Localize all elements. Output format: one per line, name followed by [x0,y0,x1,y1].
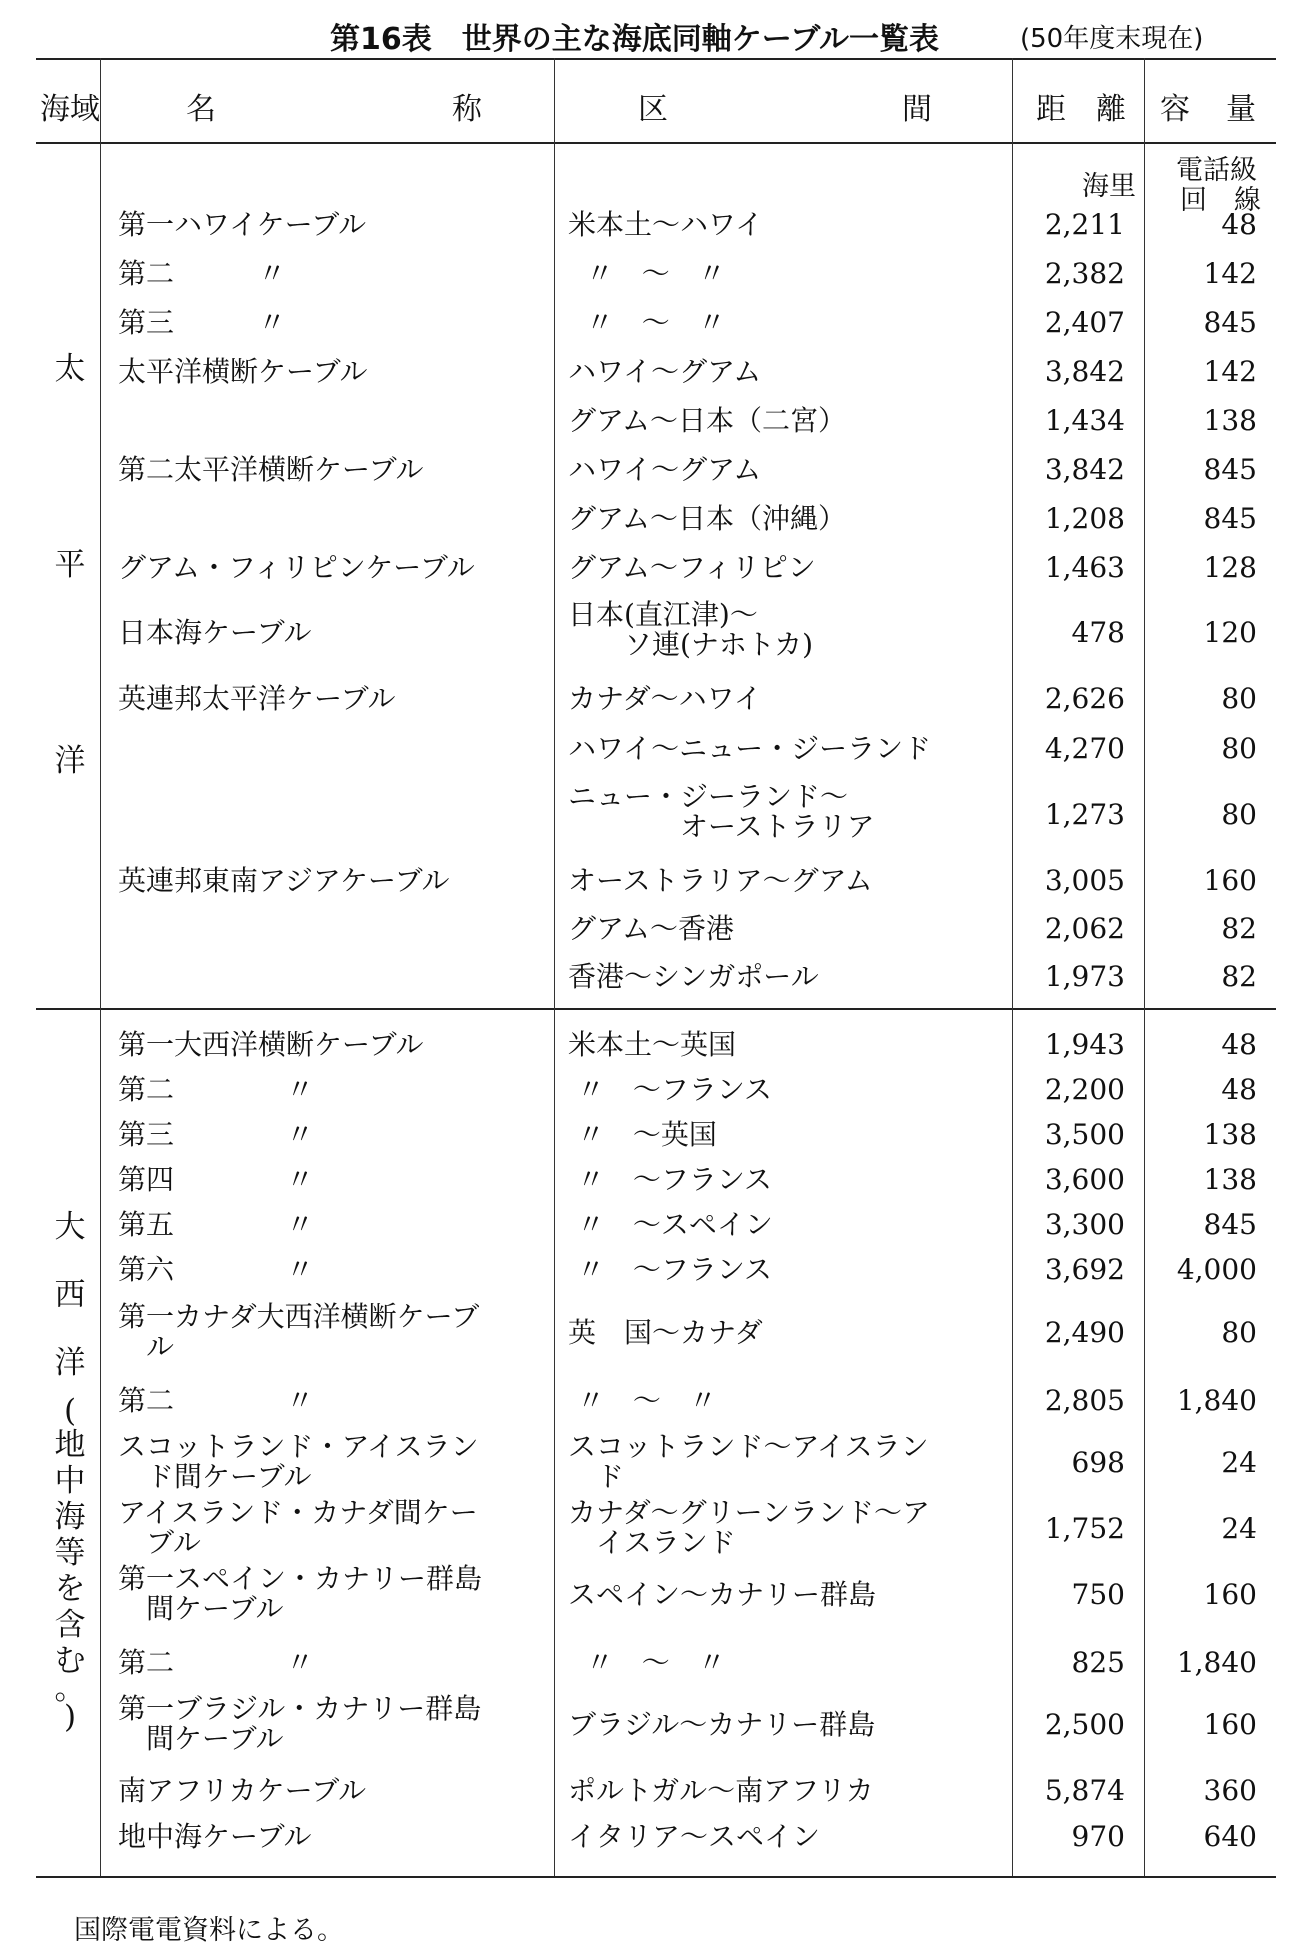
cable-distance: 3,842 [1044,453,1125,486]
cable-capacity: 142 [1203,355,1257,388]
cable-section: カナダ～グリーンランド～ア イスランド [568,1496,931,1559]
cable-section: ハワイ～グアム [568,453,762,486]
cable-capacity: 138 [1203,1118,1257,1151]
table-row [0,1210,1301,1256]
cable-section: 米本土～英国 [568,1028,737,1061]
distance-unit: 海里 [1082,171,1136,202]
cable-distance: 4,270 [1044,732,1125,765]
cable-section: 〃 ～ 〃 [568,1384,717,1417]
table-title: 第16表 世界の主な海底同軸ケーブル一覧表 [330,22,940,57]
cable-distance: 1,434 [1044,404,1125,437]
cable-name: 第四 〃 [118,1163,315,1196]
top-rule [36,58,1276,60]
capacity-unit-2: 回 線 [1180,185,1261,216]
cable-name: 第一ブラジル・カナリー群島 間ケーブル [118,1692,482,1755]
cable-capacity: 82 [1221,960,1257,993]
table-row [0,308,1301,354]
table-row [0,1165,1301,1211]
cable-distance: 698 [1071,1446,1125,1479]
cable-name: 第一大西洋横断ケーブル [118,1028,424,1061]
bottom-rule [36,1876,1276,1878]
cable-distance: 2,062 [1044,912,1125,945]
region-atlantic-char: 洋 [54,1345,86,1381]
cable-distance: 3,005 [1044,864,1125,897]
cable-section: 〃 ～ 〃 [568,1646,726,1679]
region-atlantic-char: 海 [54,1499,86,1535]
table-row [0,357,1301,403]
cable-name: スコットランド・アイスラン ド間ケーブル [118,1430,479,1493]
table-row [0,1498,1301,1562]
table-row [0,600,1301,666]
cable-capacity: 138 [1203,1163,1257,1196]
region-atlantic-char: ( [63,1393,77,1429]
cable-name: 第二太平洋横断ケーブル [118,453,424,486]
cable-section: ポルトガル～南アフリカ [568,1774,874,1807]
region-atlantic-char: 含 [54,1607,86,1643]
cable-capacity: 360 [1203,1774,1257,1807]
region-atlantic-char: 大 [54,1209,86,1245]
cable-section: 〃 ～ 〃 [568,257,726,290]
table-row [0,866,1301,912]
cable-distance: 970 [1071,1820,1125,1853]
table-row [0,1694,1301,1758]
cable-capacity: 82 [1221,912,1257,945]
cable-section: オーストラリア～グアム [568,864,873,897]
cable-capacity: 138 [1203,404,1257,437]
cable-distance: 1,752 [1044,1512,1125,1545]
header-distance-1: 距 [1036,92,1066,127]
cable-capacity: 160 [1203,1578,1257,1611]
cable-capacity: 120 [1203,616,1257,649]
region-atlantic-char: 中 [54,1463,86,1499]
cable-capacity: 4,000 [1176,1253,1257,1286]
table-row [0,1386,1301,1432]
cable-name: 南アフリカケーブル [118,1774,367,1807]
region-atlantic-char: ) [63,1699,77,1735]
table-row [0,1075,1301,1121]
header-section-1: 区 [638,92,668,127]
region-atlantic-char: 。 [54,1671,86,1707]
region-atlantic-char: を [54,1571,86,1607]
header-capacity-1: 容 [1160,92,1190,127]
cable-name: 第三 〃 [118,1118,315,1151]
table-row [0,782,1301,848]
cable-capacity: 1,840 [1176,1646,1257,1679]
cable-section: グアム～香港 [568,912,735,945]
cable-distance: 1,973 [1044,960,1125,993]
cable-section: スコットランド～アイスラン ド [568,1430,929,1493]
cable-capacity: 845 [1203,453,1257,486]
region-atlantic-char: 西 [54,1277,86,1313]
cable-name: 第二 〃 [118,1073,315,1106]
cable-name: 第三 〃 [118,306,287,339]
cable-distance: 825 [1071,1646,1125,1679]
table-row [0,504,1301,550]
cable-distance: 1,943 [1044,1028,1125,1061]
capacity-unit-1: 電話級 [1176,155,1257,186]
table-row [0,962,1301,1008]
cable-name: 英連邦太平洋ケーブル [118,682,396,715]
cable-capacity: 845 [1203,502,1257,535]
cable-capacity: 1,840 [1176,1384,1257,1417]
cable-section: カナダ～ハワイ [568,682,762,715]
cable-distance: 2,805 [1044,1384,1125,1417]
cable-distance: 2,407 [1044,306,1125,339]
table-row [0,1030,1301,1076]
table-row [0,684,1301,730]
region-atlantic-char: 等 [54,1535,86,1571]
cable-distance: 3,300 [1044,1208,1125,1241]
cable-section: グアム～日本（二宮） [568,404,847,437]
cable-capacity: 640 [1203,1820,1257,1853]
cable-capacity: 80 [1221,798,1257,831]
cable-name: 第二 〃 [118,257,287,290]
table-row [0,553,1301,599]
cable-capacity: 160 [1203,864,1257,897]
header-name-1: 名 [186,92,216,127]
cable-name: 英連邦東南アジアケーブル [118,864,450,897]
cable-distance: 3,842 [1044,355,1125,388]
cable-distance: 3,600 [1044,1163,1125,1196]
cable-distance: 2,490 [1044,1316,1125,1349]
cable-capacity: 845 [1203,306,1257,339]
header-section-2: 間 [902,92,932,127]
cable-name: 第五 〃 [118,1208,315,1241]
cable-section: 〃 ～英国 [568,1118,717,1151]
cable-section: ハワイ～ニュー・ジーランド [568,732,932,765]
cable-capacity: 24 [1221,1512,1257,1545]
table-row [0,455,1301,501]
cable-distance: 3,692 [1044,1253,1125,1286]
header-name-2: 称 [452,92,482,127]
cable-distance: 2,626 [1044,682,1125,715]
cable-capacity: 128 [1203,551,1257,584]
cable-capacity: 845 [1203,1208,1257,1241]
cable-capacity: 48 [1221,1028,1257,1061]
cable-section: ハワイ～グアム [568,355,762,388]
cable-section: 米本土～ハワイ [568,208,764,241]
cable-distance: 1,208 [1044,502,1125,535]
source-footnote: 国際電電資料による。 [74,1915,344,1946]
cable-name: グアム・フィリピンケーブル [118,551,475,584]
cable-capacity: 24 [1221,1446,1257,1479]
cable-name: 第六 〃 [118,1253,315,1286]
cable-capacity: 142 [1203,257,1257,290]
region-pacific-char: 太 [54,351,86,387]
table-row [0,1120,1301,1166]
table-row [0,1302,1301,1368]
table-row [0,1822,1301,1868]
cable-name: 第一ハワイケーブル [118,208,367,241]
cable-section: イタリア～スペイン [568,1820,821,1853]
cable-distance: 5,874 [1044,1774,1125,1807]
cable-section: 〃 ～スペイン [568,1208,773,1241]
cable-capacity: 48 [1221,1073,1257,1106]
as-of-note: (50年度末現在) [1020,24,1204,54]
table-row [0,1432,1301,1496]
cable-distance: 1,273 [1044,798,1125,831]
cable-section: グアム～日本（沖縄） [568,502,847,535]
table-row [0,1648,1301,1694]
table-row [0,1564,1301,1628]
region-pacific-char: 洋 [54,743,86,779]
cable-name: 太平洋横断ケーブル [118,355,368,388]
cable-section: ニュー・ジーランド～ オーストラリア [568,780,875,843]
cable-capacity: 80 [1221,1316,1257,1349]
table-row [0,734,1301,780]
header-capacity-2: 量 [1226,92,1256,127]
cable-section: スペイン～カナリー群島 [568,1578,877,1611]
table-row [0,1776,1301,1822]
cable-name: 第二 〃 [118,1646,315,1679]
cable-capacity: 48 [1221,208,1257,241]
region-pacific-char: 平 [54,547,86,583]
cable-section: ブラジル～カナリー群島 [568,1708,876,1741]
cable-distance: 3,500 [1044,1118,1125,1151]
table-row [0,914,1301,960]
table-row [0,259,1301,305]
cable-name: アイスランド・カナダ間ケー ブル [118,1496,478,1559]
cable-section: 日本(直江津)～ ソ連(ナホトカ) [568,598,814,661]
cable-section: 香港～シンガポール [568,960,819,993]
cable-capacity: 80 [1221,732,1257,765]
cable-distance: 2,382 [1044,257,1125,290]
cable-distance: 478 [1071,616,1125,649]
cable-section: 〃 ～ 〃 [568,306,726,339]
cable-section: 〃 ～フランス [568,1253,773,1286]
cable-name: 第二 〃 [118,1384,315,1417]
cable-distance: 750 [1071,1578,1125,1611]
table-row [0,210,1301,256]
cable-name: 地中海ケーブル [118,1820,312,1853]
cable-capacity: 80 [1221,682,1257,715]
cable-name: 第一スペイン・カナリー群島 間ケーブル [118,1562,483,1625]
table-row [0,406,1301,452]
header-rule [36,142,1276,144]
cable-section: グアム～フィリピン [568,551,816,584]
cable-section: 〃 ～フランス [568,1073,773,1106]
cable-distance: 2,500 [1044,1708,1125,1741]
region-atlantic-char: 地 [54,1427,86,1463]
section-divider [36,1008,1276,1010]
table-row [0,1255,1301,1301]
header-area: 海域 [40,92,100,127]
header-distance-2: 離 [1096,92,1126,127]
cable-name: 日本海ケーブル [118,616,312,649]
cable-distance: 2,200 [1044,1073,1125,1106]
cable-section: 英 国～カナダ [568,1316,763,1349]
region-atlantic-char: む [54,1643,86,1679]
cable-name: 第一カナダ大西洋横断ケーブ ル [118,1300,480,1363]
cable-distance: 1,463 [1044,551,1125,584]
cable-section: 〃 ～フランス [568,1163,773,1196]
cable-distance: 2,211 [1044,208,1125,241]
cable-capacity: 160 [1203,1708,1257,1741]
